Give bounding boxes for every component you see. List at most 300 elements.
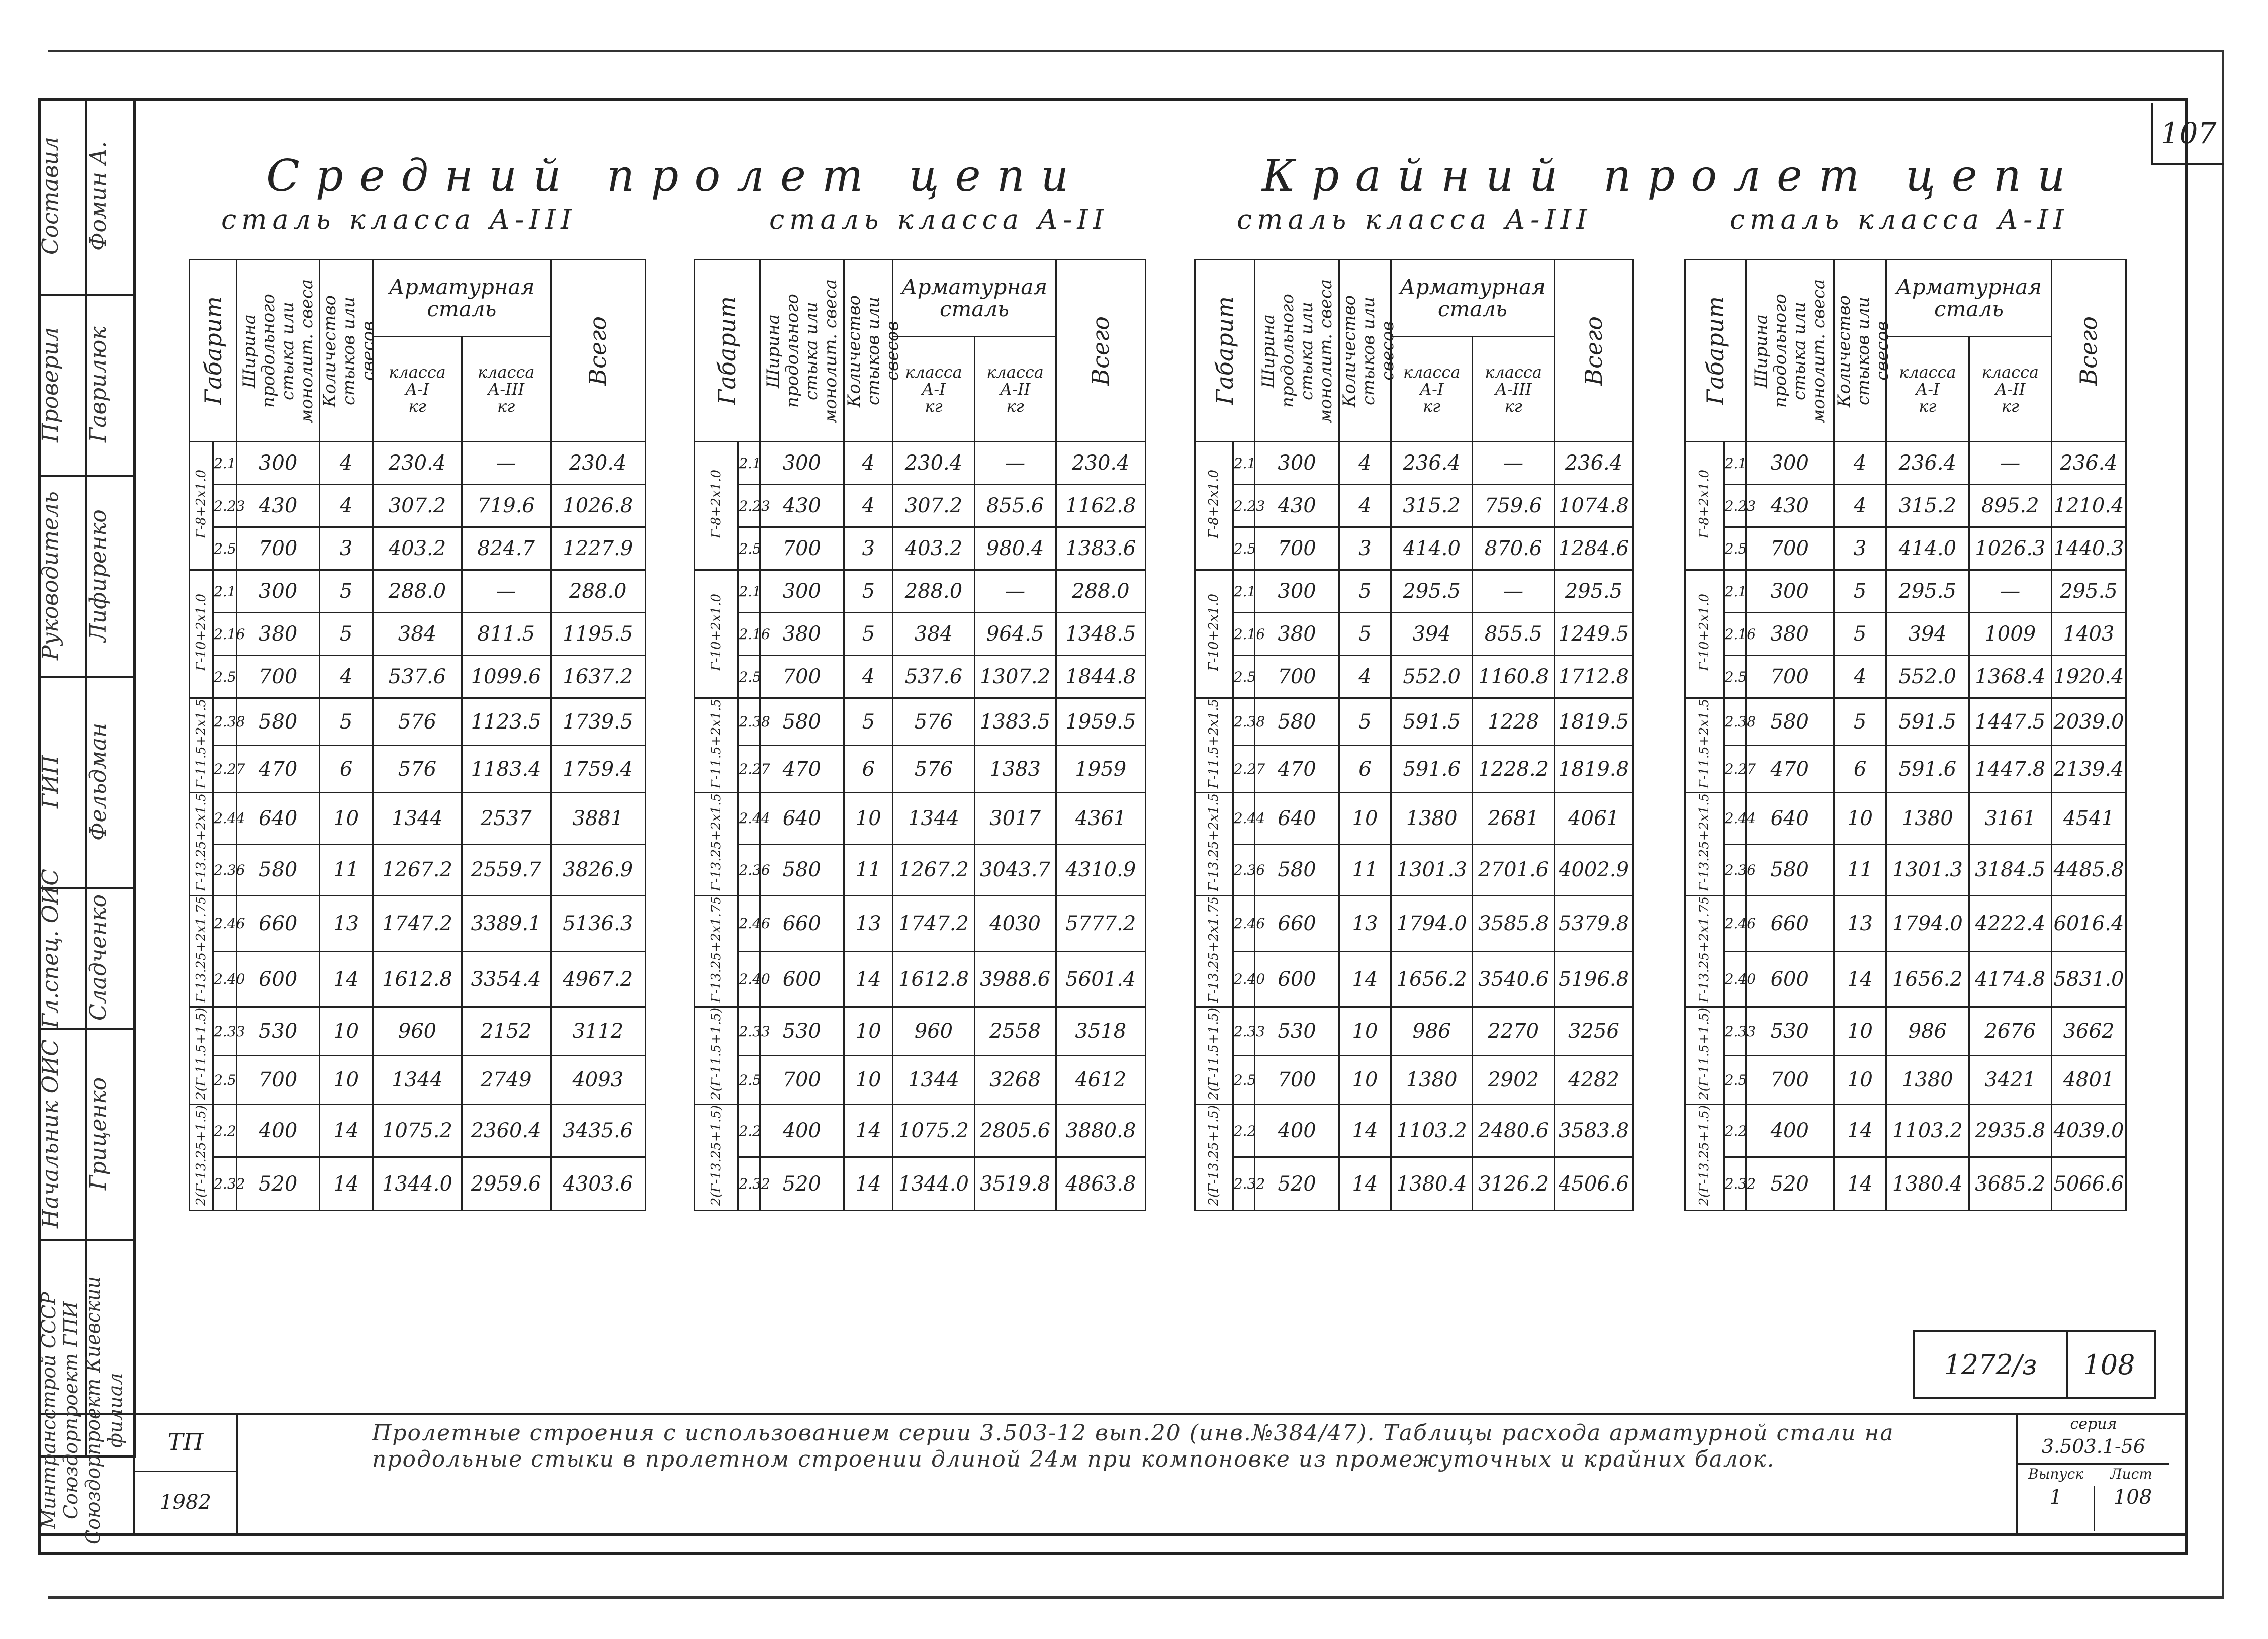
footer-series: 3.503.1-56 [2041,1435,2146,1458]
class-main-cell: 3389.1 [462,896,551,952]
size-cell: 2.1 [213,570,237,613]
table-row [1685,1056,2126,1105]
table-row [1685,793,2126,844]
class-a1-cell: 403.2 [893,527,974,570]
header-total: Всего [2051,260,2126,442]
count-cell: 10 [1834,1056,1886,1105]
total-cell: 1227.9 [551,527,646,570]
class-main-cell: 1228.2 [1473,746,1554,793]
total-cell: 4310.9 [1056,844,1145,895]
class-main-cell: — [462,570,551,613]
table-row [190,442,646,485]
class-a1-cell: 1380.4 [1886,1157,1969,1210]
table-row [1195,746,1634,793]
width-cell: 300 [1746,570,1834,613]
gabarit-group: Г-11.5+2х1.5 [190,698,213,793]
footer-issue: 1 [2049,1486,2062,1509]
gabarit-group: 2(Г-11.5+1.5) [1195,1007,1233,1105]
gabarit-group: Г-8+2х1.0 [1685,442,1724,570]
width-cell: 660 [1746,896,1834,952]
table-row [695,793,1146,844]
total-cell: 4303.6 [551,1157,646,1210]
total-cell: 5136.3 [551,896,646,952]
size-cell: 2.1 [1233,570,1254,613]
footer-sheet: 108 [2094,1486,2170,1531]
header-rebar: Арматурная сталь [1391,260,1554,337]
header-count: Количество стыков или свесов [844,260,893,442]
count-cell: 10 [320,1056,373,1105]
sidebar-person: Сладченко [85,894,111,1021]
width-cell: 300 [760,442,844,485]
class-main-cell: 1447.8 [1969,746,2051,793]
table-row [695,1105,1146,1157]
sidebar-person: Фельдман [85,722,111,841]
width-cell: 580 [1746,844,1834,895]
width-cell: 660 [760,896,844,952]
width-cell: 700 [760,527,844,570]
total-cell: 1819.8 [1554,746,1633,793]
table-row [695,1007,1146,1056]
class-main-cell: 2701.6 [1473,844,1554,895]
class-main-cell: 2360.4 [462,1105,551,1157]
width-cell: 580 [1746,698,1834,746]
footer-org-box [133,1413,238,1533]
total-cell: 1403 [2051,613,2126,656]
class-main-cell: 1368.4 [1969,656,2051,698]
width-cell: 380 [1746,613,1834,656]
gabarit-group: Г-11.5+2х1.5 [695,698,738,793]
class-main-cell: 1383.5 [974,698,1056,746]
size-cell: 2.5 [213,527,237,570]
class-main-cell: 964.5 [974,613,1056,656]
footer-series-box [2016,1413,2169,1533]
size-cell: 2.40 [1723,951,1746,1007]
rebar-table-end-a2 [1684,259,2127,1211]
size-cell: 2.27 [1723,746,1746,793]
count-cell: 5 [1834,613,1886,656]
size-cell: 2.44 [1233,793,1254,844]
size-cell: 2.27 [738,746,760,793]
header-width: Ширина продольного стыка или монолит. свеса [1255,260,1339,442]
class-main-cell: 980.4 [974,527,1056,570]
size-cell: 2.46 [738,896,760,952]
total-cell: 5379.8 [1554,896,1633,952]
class-a1-cell: 576 [373,698,462,746]
size-cell: 2.5 [1233,656,1254,698]
count-cell: 6 [1834,746,1886,793]
count-cell: 4 [1339,485,1391,527]
count-cell: 10 [1339,793,1391,844]
table-row [190,527,646,570]
class-main-cell: 4174.8 [1969,951,2051,1007]
class-a1-cell: 960 [373,1007,462,1056]
count-cell: 14 [844,1157,893,1210]
footer-top-line [38,1413,2185,1415]
header-count: Количество стыков или свесов [1834,260,1886,442]
count-cell: 3 [1834,527,1886,570]
count-cell: 5 [844,570,893,613]
table-row [695,1157,1146,1210]
count-cell: 4 [1834,485,1886,527]
gabarit-group: Г-13.25+2х1.5 [695,793,738,896]
total-cell: 230.4 [551,442,646,485]
count-cell: 5 [1339,570,1391,613]
gabarit-group: Г-10+2х1.0 [190,570,213,698]
total-cell: 1959 [1056,746,1145,793]
class-a1-cell: 1344.0 [373,1157,462,1210]
width-cell: 700 [760,1056,844,1105]
width-cell: 700 [237,527,320,570]
width-cell: 700 [237,656,320,698]
class-main-cell: 3184.5 [1969,844,2051,895]
header-class-a1: класса А-I кг [1886,337,1969,442]
size-cell: 2.5 [1723,1056,1746,1105]
table-row [695,613,1146,656]
class-a1-cell: 1612.8 [373,951,462,1007]
total-cell: 1026.8 [551,485,646,527]
size-cell: 2.46 [213,896,237,952]
width-cell: 580 [1255,698,1339,746]
class-main-cell: 2558 [974,1007,1056,1056]
total-cell: 4801 [2051,1056,2126,1105]
gabarit-group: Г-10+2х1.0 [1195,570,1233,698]
total-cell: 1074.8 [1554,485,1633,527]
total-cell: 4612 [1056,1056,1145,1105]
class-a1-cell: 1075.2 [893,1105,974,1157]
width-cell: 430 [237,485,320,527]
table-row [190,1105,646,1157]
width-cell: 580 [760,844,844,895]
size-cell: 2.44 [738,793,760,844]
class-main-cell: — [462,442,551,485]
width-cell: 380 [237,613,320,656]
count-cell: 11 [1339,844,1391,895]
sidebar-role: ГИП [38,755,63,808]
count-cell: 4 [844,656,893,698]
class-a1-cell: 960 [893,1007,974,1056]
class-main-cell: 1447.5 [1969,698,2051,746]
header-gabarit: Габарит [695,260,760,442]
class-a1-cell: 1747.2 [893,896,974,952]
table-row [190,1157,646,1210]
class-a1-cell: 315.2 [1886,485,1969,527]
total-cell: 4967.2 [551,951,646,1007]
width-cell: 470 [1255,746,1339,793]
size-cell: 2.5 [738,656,760,698]
size-cell: 2.33 [738,1007,760,1056]
table-row [1685,527,2126,570]
sidebar-role: Проверил [38,327,63,442]
size-cell: 2.5 [738,527,760,570]
count-cell: 13 [1834,896,1886,952]
class-a1-cell: 1656.2 [1391,951,1472,1007]
width-cell: 300 [760,570,844,613]
count-cell: 14 [1834,951,1886,1007]
sidebar-role: Составил [38,137,63,255]
header-total: Всего [551,260,646,442]
table-row [1195,527,1634,570]
class-a1-cell: 1267.2 [893,844,974,895]
size-cell: 2.5 [1233,527,1254,570]
class-a1-cell: 288.0 [373,570,462,613]
count-cell: 4 [844,485,893,527]
size-cell: 2.27 [1233,746,1254,793]
footer-issue-label: Выпуск [2028,1466,2084,1482]
header-class-a2: класса А-II кг [1969,337,2051,442]
table-row [1685,844,2126,895]
class-main-cell: 824.7 [462,527,551,570]
count-cell: 4 [320,656,373,698]
sidebar-role: Руководитель [38,491,63,660]
class-main-cell: 3585.8 [1473,896,1554,952]
count-cell: 5 [1834,570,1886,613]
class-main-cell: 2805.6 [974,1105,1056,1157]
size-cell: 2.40 [1233,951,1254,1007]
count-cell: 4 [1834,656,1886,698]
total-cell: 5777.2 [1056,896,1145,952]
table-row [695,698,1146,746]
section-title-middle: Средний пролет цепи [266,151,1085,201]
table-row [1685,1105,2126,1157]
sidebar-person: Фомин А. [85,141,111,251]
gabarit-group: Г-8+2х1.0 [1195,442,1233,570]
class-a1-cell: 552.0 [1886,656,1969,698]
count-cell: 10 [1339,1056,1391,1105]
table-row [190,570,646,613]
count-cell: 5 [1339,613,1391,656]
sidebar-person: Гаврилюк [85,326,111,443]
class-main-cell: 3988.6 [974,951,1056,1007]
class-a1-cell: 1794.0 [1886,896,1969,952]
gabarit-group: 2(Г-11.5+1.5) [1685,1007,1724,1105]
header-class-a1: класса А-I кг [373,337,462,442]
size-cell: 2.2 [1233,1105,1254,1157]
width-cell: 600 [237,951,320,1007]
count-cell: 14 [1339,951,1391,1007]
total-cell: 1920.4 [2051,656,2126,698]
count-cell: 5 [320,570,373,613]
gabarit-group: Г-8+2х1.0 [190,442,213,570]
class-main-cell: 1123.5 [462,698,551,746]
width-cell: 580 [237,844,320,895]
section-title-end: Крайний пролет цепи [1262,151,2081,201]
width-cell: 300 [1746,442,1834,485]
class-main-cell: 2959.6 [462,1157,551,1210]
count-cell: 10 [1834,1007,1886,1056]
table-row [1685,746,2126,793]
total-cell: 1210.4 [2051,485,2126,527]
table-row [1195,442,1634,485]
count-cell: 5 [844,698,893,746]
table-row [1685,951,2126,1007]
size-cell: 2.38 [1723,698,1746,746]
width-cell: 660 [1255,896,1339,952]
table-row [190,793,646,844]
size-cell: 2.1 [1723,570,1746,613]
size-cell: 2.27 [213,746,237,793]
class-main-cell: 811.5 [462,613,551,656]
table-row [190,485,646,527]
class-a1-cell: 288.0 [893,570,974,613]
header-count: Количество стыков или свесов [320,260,373,442]
table-row [1685,1007,2126,1056]
gabarit-group: Г-11.5+2х1.5 [1195,698,1233,793]
class-a1-cell: 1344 [373,1056,462,1105]
total-cell: 1739.5 [551,698,646,746]
class-a1-cell: 414.0 [1391,527,1472,570]
size-cell: 2.32 [1723,1157,1746,1210]
width-cell: 580 [1255,844,1339,895]
size-cell: 2.2 [213,1105,237,1157]
gabarit-group: 2(Г-13.25+1.5) [1685,1105,1724,1210]
total-cell: 1759.4 [551,746,646,793]
gabarit-group: Г-13.25+2х1.5 [190,793,213,896]
width-cell: 600 [760,951,844,1007]
total-cell: 5066.6 [2051,1157,2126,1210]
class-main-cell: 3043.7 [974,844,1056,895]
class-a1-cell: 230.4 [893,442,974,485]
size-cell: 2.33 [1723,1007,1746,1056]
table-row [1195,570,1634,613]
size-cell: 2.36 [213,844,237,895]
header-rebar: Арматурная сталь [373,260,551,337]
width-cell: 530 [760,1007,844,1056]
header-class-a3: класса А-III кг [1473,337,1554,442]
width-cell: 300 [237,442,320,485]
total-cell: 1844.8 [1056,656,1145,698]
class-main-cell: 2480.6 [1473,1105,1554,1157]
size-cell: 2.23 [1233,485,1254,527]
table-row [695,951,1146,1007]
width-cell: 640 [1255,793,1339,844]
size-cell: 2.40 [213,951,237,1007]
width-cell: 520 [760,1157,844,1210]
size-cell: 2.38 [738,698,760,746]
size-cell: 2.5 [1233,1056,1254,1105]
size-cell: 2.44 [213,793,237,844]
gabarit-group: Г-13.25+2х1.75 [190,896,213,1007]
class-a1-cell: 1612.8 [893,951,974,1007]
table-row [1195,951,1634,1007]
header-width: Ширина продольного стыка или монолит. свеса [760,260,844,442]
class-a1-cell: 591.5 [1391,698,1472,746]
total-cell: 1712.8 [1554,656,1633,698]
class-a1-cell: 1380.4 [1391,1157,1472,1210]
class-main-cell: 1183.4 [462,746,551,793]
size-cell: 2.5 [1723,656,1746,698]
sidebar-person: Лифиренко [85,509,111,642]
count-cell: 4 [320,485,373,527]
total-cell: 295.5 [1554,570,1633,613]
table-row [1195,485,1634,527]
count-cell: 10 [844,1056,893,1105]
header-gabarit: Габарит [1195,260,1255,442]
count-cell: 14 [1339,1157,1391,1210]
sidebar-role: Гл.спец. ОИС [38,869,63,1028]
class-a1-cell: 537.6 [373,656,462,698]
size-cell: 2.23 [1723,485,1746,527]
total-cell: 1284.6 [1554,527,1633,570]
table-row [695,844,1146,895]
total-cell: 1383.6 [1056,527,1145,570]
class-main-cell: 2270 [1473,1007,1554,1056]
class-main-cell: 870.6 [1473,527,1554,570]
total-cell: 295.5 [2051,570,2126,613]
gabarit-group: Г-13.25+2х1.75 [695,896,738,1007]
table-row [1195,896,1634,952]
size-cell: 2.16 [738,613,760,656]
gabarit-group: 2(Г-11.5+1.5) [695,1007,738,1105]
gabarit-group: Г-13.25+2х1.75 [1195,896,1233,1007]
size-cell: 2.1 [213,442,237,485]
count-cell: 4 [1339,442,1391,485]
gabarit-group: 2(Г-13.25+1.5) [695,1105,738,1210]
class-main-cell: 2935.8 [1969,1105,2051,1157]
width-cell: 600 [1255,951,1339,1007]
width-cell: 600 [1746,951,1834,1007]
gabarit-group: Г-10+2х1.0 [1685,570,1724,698]
class-main-cell: 1099.6 [462,656,551,698]
class-a1-cell: 1794.0 [1391,896,1472,952]
table-row [1685,570,2126,613]
gabarit-group: 2(Г-13.25+1.5) [190,1105,213,1210]
size-cell: 2.1 [1723,442,1746,485]
table-row [190,896,646,952]
header-class-a3: класса А-III кг [462,337,551,442]
width-cell: 520 [1255,1157,1339,1210]
class-a1-cell: 1380 [1886,793,1969,844]
size-cell: 2.33 [213,1007,237,1056]
class-main-cell: 895.2 [1969,485,2051,527]
total-cell: 230.4 [1056,442,1145,485]
size-cell: 2.36 [738,844,760,895]
header-total: Всего [1056,260,1145,442]
class-main-cell: 2681 [1473,793,1554,844]
gabarit-group: Г-11.5+2х1.5 [1685,698,1724,793]
table-row [695,527,1146,570]
header-gabarit: Габарит [190,260,237,442]
gabarit-group: Г-13.25+2х1.5 [1685,793,1724,896]
width-cell: 300 [237,570,320,613]
size-cell: 2.46 [1233,896,1254,952]
class-a1-cell: 986 [1391,1007,1472,1056]
width-cell: 430 [1255,485,1339,527]
total-cell: 4061 [1554,793,1633,844]
table-row [1195,1007,1634,1056]
footer-bottom-line [38,1533,2185,1536]
count-cell: 3 [844,527,893,570]
class-main-cell: 855.6 [974,485,1056,527]
class-a1-cell: 307.2 [373,485,462,527]
total-cell: 3112 [551,1007,646,1056]
table-row [695,656,1146,698]
table-row [1195,1157,1634,1210]
count-cell: 14 [1834,1157,1886,1210]
size-cell: 2.32 [213,1157,237,1210]
size-cell: 2.5 [213,656,237,698]
class-main-cell: 1228 [1473,698,1554,746]
total-cell: 236.4 [1554,442,1633,485]
footer-sheet-label: Лист [2110,1466,2152,1482]
size-cell: 2.23 [213,485,237,527]
class-main-cell: 3126.2 [1473,1157,1554,1210]
total-cell: 3880.8 [1056,1105,1145,1157]
class-main-cell: 1009 [1969,613,2051,656]
header-class-a2: класса А-II кг [974,337,1056,442]
width-cell: 470 [760,746,844,793]
class-a1-cell: 1380 [1391,1056,1472,1105]
width-cell: 470 [1746,746,1834,793]
